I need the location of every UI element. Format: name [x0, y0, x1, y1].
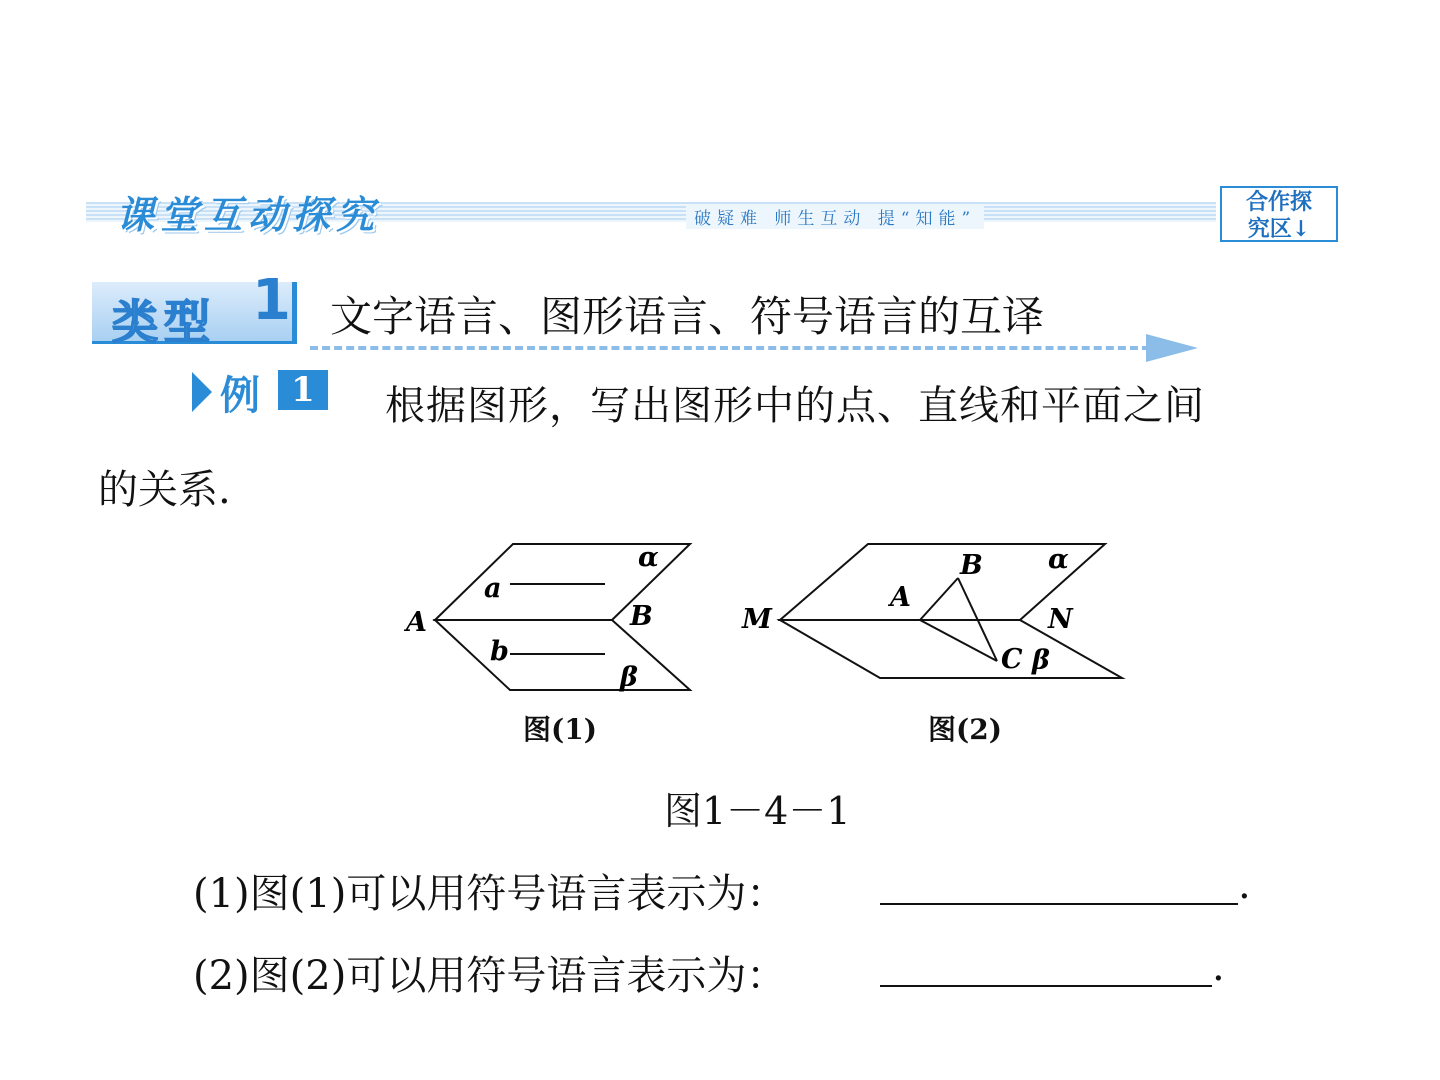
fig2-triangle-ca: [920, 620, 997, 661]
example-label: 例: [220, 373, 260, 419]
example-arrow-icon: [192, 372, 212, 412]
fig1-label-B: B: [630, 601, 653, 632]
fig1-label-b: b: [490, 636, 509, 667]
figure-1-caption: 图(1): [523, 713, 597, 746]
banner-subtitle: 破疑难 师生互动 提“知能”: [686, 204, 984, 229]
fig1-label-alpha: α: [638, 542, 659, 573]
type-title: 文字语言、图形语言、符号语言的互译: [330, 292, 1045, 341]
answer-blank-2[interactable]: [880, 985, 1212, 987]
question-1: (1)图(1)可以用符号语言表示为：: [193, 871, 787, 917]
fig2-label-B: B: [960, 550, 983, 581]
fig1-label-A: A: [406, 607, 427, 638]
question-1-period: .: [1238, 862, 1251, 908]
fig1-label-a: a: [484, 573, 502, 604]
question-2-period: .: [1212, 944, 1225, 990]
fig2-label-M: M: [742, 604, 772, 635]
figure-caption: 图1－4－1: [664, 789, 851, 833]
geometry-figures: [400, 538, 1140, 748]
type-number: 1: [252, 268, 291, 333]
fig2-label-N: N: [1048, 604, 1073, 635]
box-line-1: 合作探: [1245, 189, 1312, 215]
fig2-label-alpha: α: [1048, 544, 1069, 575]
divider-arrow-icon: [1146, 334, 1198, 362]
box-line-2: 究区↓: [1247, 216, 1311, 242]
example-number: 1: [278, 370, 328, 410]
figure-2-caption: 图(2): [928, 713, 1002, 746]
fig2-label-A: A: [890, 582, 911, 613]
section-banner: [86, 182, 1342, 244]
type-label: 类型: [112, 295, 216, 349]
example-text-line-1: 根据图形，写出图形中的点、直线和平面之间: [385, 383, 1205, 429]
fig2-label-C: C: [1001, 644, 1023, 675]
answer-blank-1[interactable]: [880, 903, 1238, 905]
banner-title: 课堂互动探究: [116, 192, 381, 237]
fig2-triangle-ab: [920, 578, 958, 620]
fig2-label-beta: β: [1032, 645, 1050, 676]
cooperative-area-button[interactable]: [1220, 186, 1338, 242]
question-2: (2)图(2)可以用符号语言表示为：: [193, 953, 787, 999]
example-text-line-2: 的关系.: [98, 467, 231, 513]
dashed-divider: [310, 346, 1150, 350]
fig1-label-beta: β: [620, 662, 638, 693]
